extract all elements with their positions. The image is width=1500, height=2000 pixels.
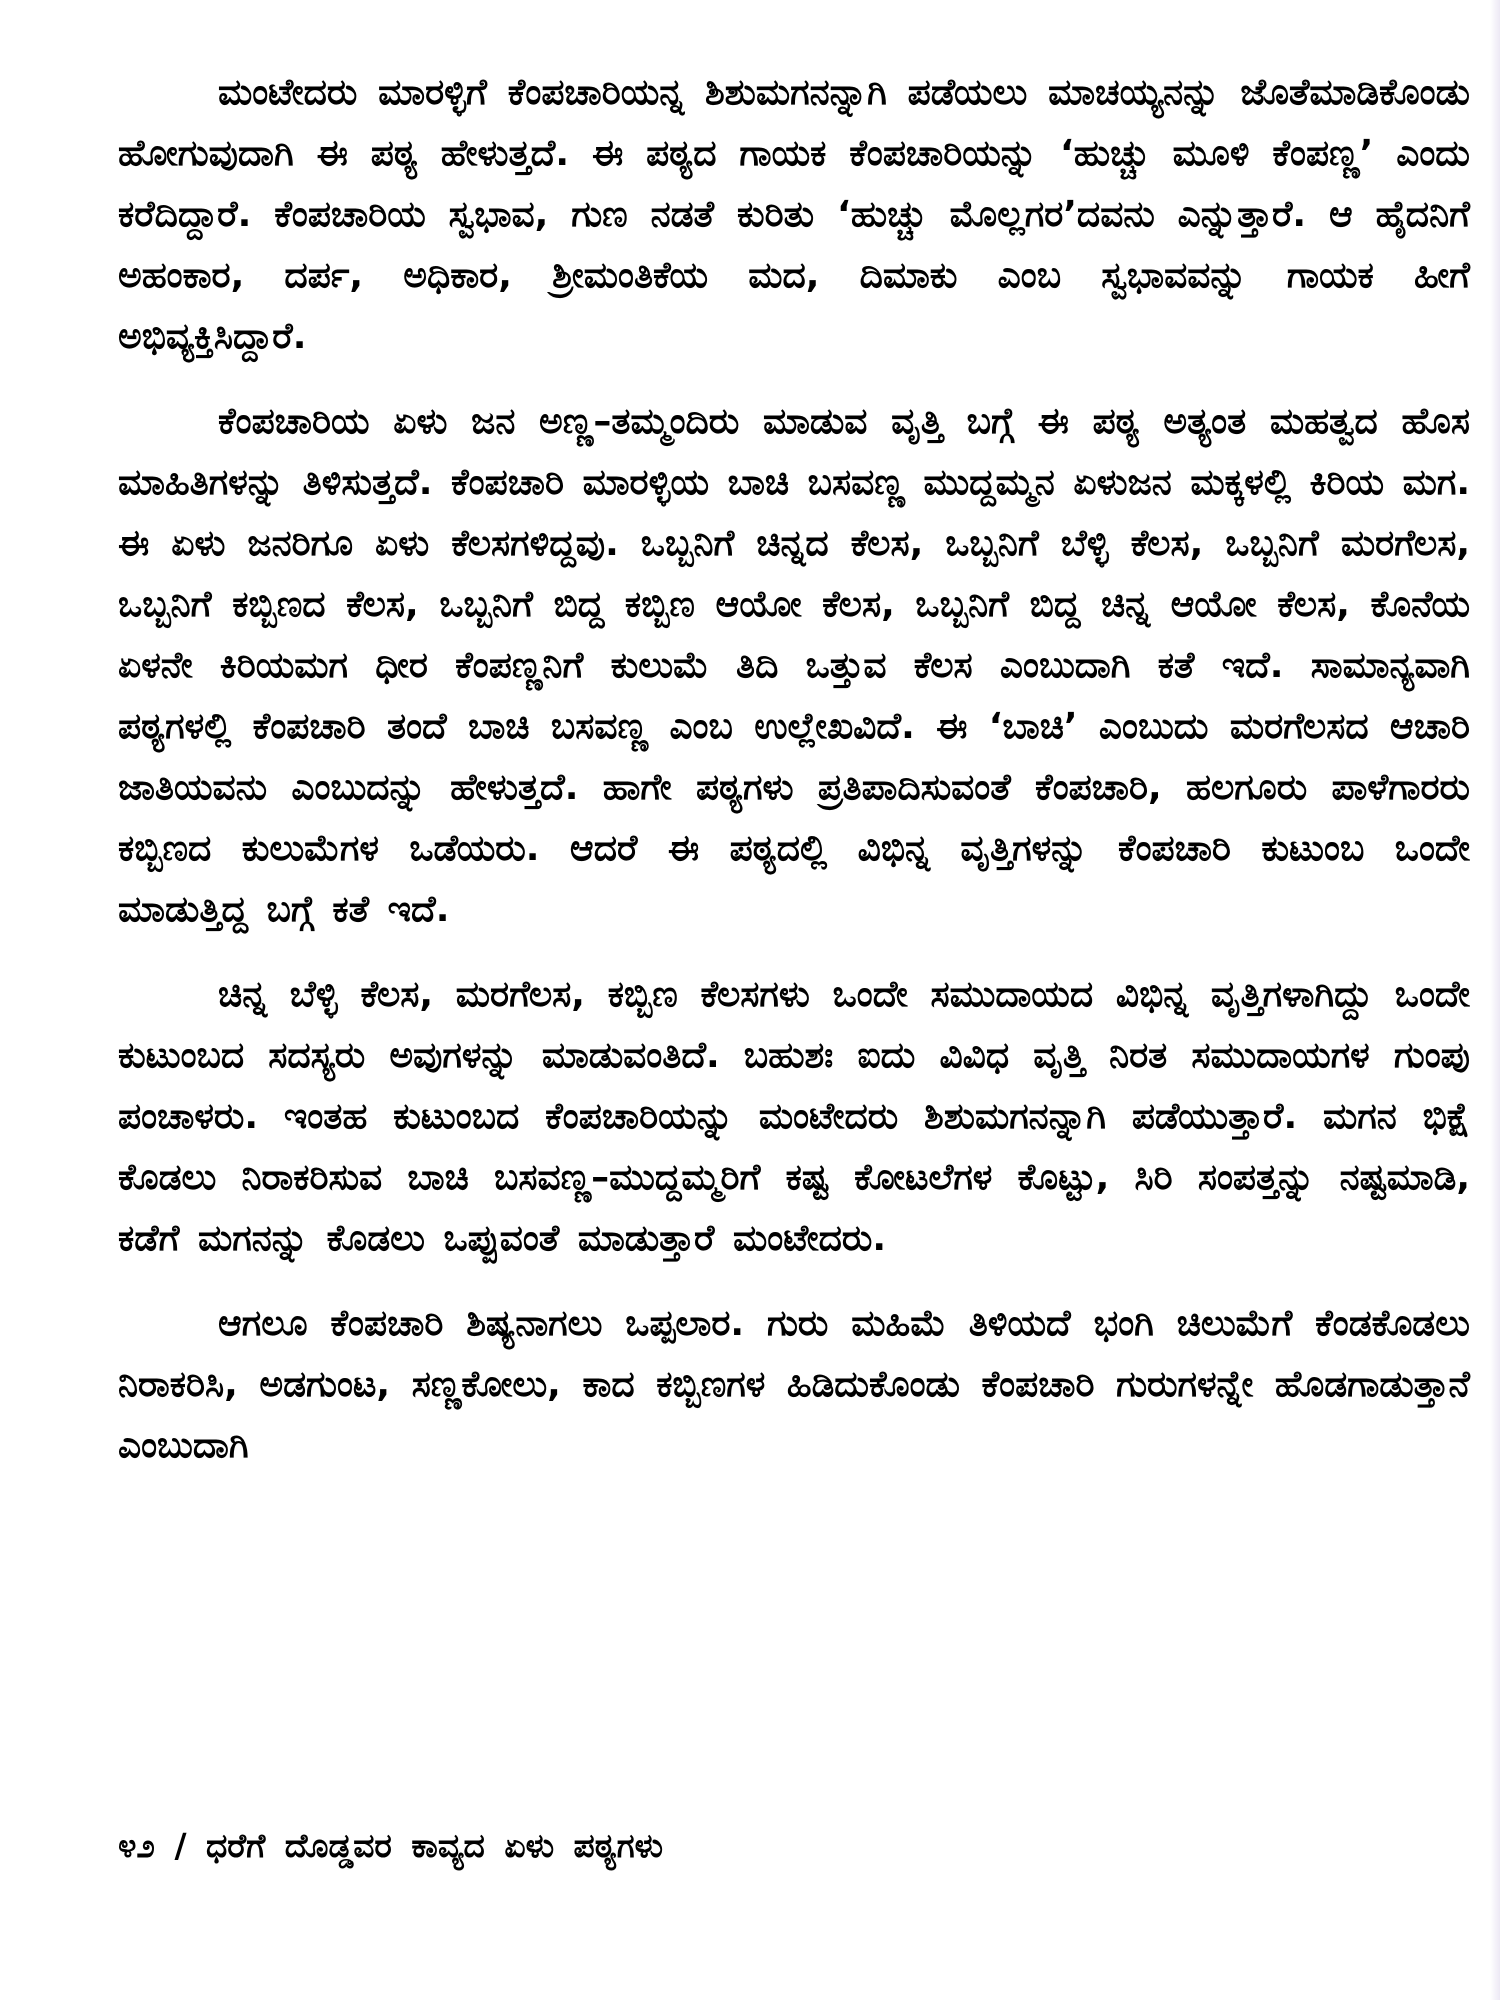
paragraph-1: ಮಂಟೇದರು ಮಾರಳ್ಳಿಗೆ ಕೆಂಪಚಾರಿಯನ್ನ ಶಿಶುಮಗನನ್ನಾಗಿ ಪಡೆಯಲು ಮಾಚಯ್ಯನನ್ನು ಜೊತೆಮಾಡಿಕೊಂಡು ಹೋಗುವುದಾಗಿ ಈ ಪಠ್ಯ ಹೇಳುತ್ತದೆ. ಈ ಪಠ್ಯದ ಗಾಯಕ ಕೆಂಪಚಾರಿಯನ್ನು ‘ಹುಚ್ಚು ಮೂಳಿ ಕೆಂಪಣ್ಣ’ ಎಂದು ಕರೆದಿದ್ದಾರೆ. ಕೆಂಪಚಾರಿಯ ಸ್ವಭಾವ, ಗುಣ ನಡತೆ ಕುರಿತು ‘ಹುಚ್ಚು ಮೊಲ್ಲಗರ’ದವನು ಎನ್ನುತ್ತಾರೆ. ಆ ಹೈದನಿಗೆ ಅಹಂಕಾರ, ದರ್ಪ, ಅಧಿಕಾರ, ಶ್ರೀಮಂತಿಕೆಯ ಮದ, ದಿಮಾಕು ಎಂಬ ಸ್ವಭಾವವನ್ನು ಗಾಯಕ ಹೀಗೆ ಅಭಿವ್ಯಕ್ತಿಸಿದ್ದಾರೆ. — [118, 72, 1470, 357]
paragraph-3: ಚಿನ್ನ ಬೆಳ್ಳಿ ಕೆಲಸ, ಮರಗೆಲಸ, ಕಬ್ಬಿಣ ಕೆಲಸಗಳು ಒಂದೇ ಸಮುದಾಯದ ವಿಭಿನ್ನ ವೃತ್ತಿಗಳಾಗಿದ್ದು ಒಂದೇ ಕುಟುಂಬದ ಸದಸ್ಯರು ಅವುಗಳನ್ನು ಮಾಡುವಂತಿದೆ. ಬಹುಶಃ ಐದು ವಿವಿಧ ವೃತ್ತಿ ನಿರತ ಸಮುದಾಯಗಳ ಗುಂಪು ಪಂಚಾಳರು. ಇಂತಹ ಕುಟುಂಬದ ಕೆಂಪಚಾರಿಯನ್ನು ಮಂಟೇದರು ಶಿಶುಮಗನನ್ನಾಗಿ ಪಡೆಯುತ್ತಾರೆ. ಮಗನ ಭಿಕ್ಷೆ ಕೊಡಲು ನಿರಾಕರಿಸುವ ಬಾಚಿ ಬಸವಣ್ಣ–ಮುದ್ದಮ್ಮರಿಗೆ ಕಷ್ಟ ಕೋಟಲೆಗಳ ಕೊಟ್ಟು, ಸಿರಿ ಸಂಪತ್ತನ್ನು ನಷ್ಟಮಾಡಿ, ಕಡೆಗೆ ಮಗನನ್ನು ಕೊಡಲು ಒಪ್ಪುವಂತೆ ಮಾಡುತ್ತಾರೆ ಮಂಟೇದರು. — [118, 974, 1470, 1259]
page-footer: ೪೨ / ಧರೆಗೆ ದೊಡ್ಡವರ ಕಾವ್ಯದ ಏಳು ಪಠ್ಯಗಳು — [118, 1826, 663, 1865]
paragraph-2: ಕೆಂಪಚಾರಿಯ ಏಳು ಜನ ಅಣ್ಣ–ತಮ್ಮಂದಿರು ಮಾಡುವ ವೃತ್ತಿ ಬಗ್ಗೆ ಈ ಪಠ್ಯ ಅತ್ಯಂತ ಮಹತ್ವದ ಹೊಸ ಮಾಹಿತಿಗಳನ್ನು ತಿಳಿಸುತ್ತದೆ. ಕೆಂಪಚಾರಿ ಮಾರಳ್ಳಿಯ ಬಾಚಿ ಬಸವಣ್ಣ ಮುದ್ದಮ್ಮನ ಏಳುಜನ ಮಕ್ಕಳಲ್ಲಿ ಕಿರಿಯ ಮಗ. ಈ ಏಳು ಜನರಿಗೂ ಏಳು ಕೆಲಸಗಳಿದ್ದವು. ಒಬ್ಬನಿಗೆ ಚಿನ್ನದ ಕೆಲಸ, ಒಬ್ಬನಿಗೆ ಬೆಳ್ಳಿ ಕೆಲಸ, ಒಬ್ಬನಿಗೆ ಮರಗೆಲಸ, ಒಬ್ಬನಿಗೆ ಕಬ್ಬಿಣದ ಕೆಲಸ, ಒಬ್ಬನಿಗೆ ಬಿದ್ದ ಕಬ್ಬಿಣ ಆಯೋ ಕೆಲಸ, ಒಬ್ಬನಿಗೆ ಬಿದ್ದ ಚಿನ್ನ ಆಯೋ ಕೆಲಸ, ಕೊನೆಯ ಏಳನೇ ಕಿರಿಯಮಗ ಧೀರ ಕೆಂಪಣ್ಣನಿಗೆ ಕುಲುಮೆ ತಿದಿ ಒತ್ತುವ ಕೆಲಸ ಎಂಬುದಾಗಿ ಕತೆ ಇದೆ. ಸಾಮಾನ್ಯವಾಗಿ ಪಠ್ಯಗಳಲ್ಲಿ ಕೆಂಪಚಾರಿ ತಂದೆ ಬಾಚಿ ಬಸವಣ್ಣ ಎಂಬ ಉಲ್ಲೇಖವಿದೆ. ಈ ‘ಬಾಚಿ’ ಎಂಬುದು ಮರಗೆಲಸದ ಆಚಾರಿ ಜಾತಿಯವನು ಎಂಬುದನ್ನು ಹೇಳುತ್ತದೆ. ಹಾಗೇ ಪಠ್ಯಗಳು ಪ್ರತಿಪಾದಿಸುವಂತೆ ಕೆಂಪಚಾರಿ, ಹಲಗೂರು ಪಾಳೆಗಾರರು ಕಬ್ಬಿಣದ ಕುಲುಮೆಗಳ ಒಡೆಯರು. ಆದರೆ ಈ ಪಠ್ಯದಲ್ಲಿ ವಿಭಿನ್ನ ವೃತ್ತಿಗಳನ್ನು ಕೆಂಪಚಾರಿ ಕುಟುಂಬ ಒಂದೇ ಮಾಡುತ್ತಿದ್ದ ಬಗ್ಗೆ ಕತೆ ಇದೆ. — [118, 401, 1470, 930]
paragraph-4: ಆಗಲೂ ಕೆಂಪಚಾರಿ ಶಿಷ್ಯನಾಗಲು ಒಪ್ಪಲಾರ. ಗುರು ಮಹಿಮೆ ತಿಳಿಯದೆ ಭಂಗಿ ಚಿಲುಮೆಗೆ ಕೆಂಡಕೊಡಲು ನಿರಾಕರಿಸಿ, ಅಡಗುಂಟ, ಸಣ್ಣಕೋಲು, ಕಾದ ಕಬ್ಬಿಣಗಳ ಹಿಡಿದುಕೊಂಡು ಕೆಂಪಚಾರಿ ಗುರುಗಳನ್ನೇ ಹೊಡಗಾಡುತ್ತಾನೆ ಎಂಬುದಾಗಿ — [118, 1303, 1470, 1466]
body-text — [118, 62, 1470, 1500]
page-edge-shadow — [1490, 0, 1500, 2000]
